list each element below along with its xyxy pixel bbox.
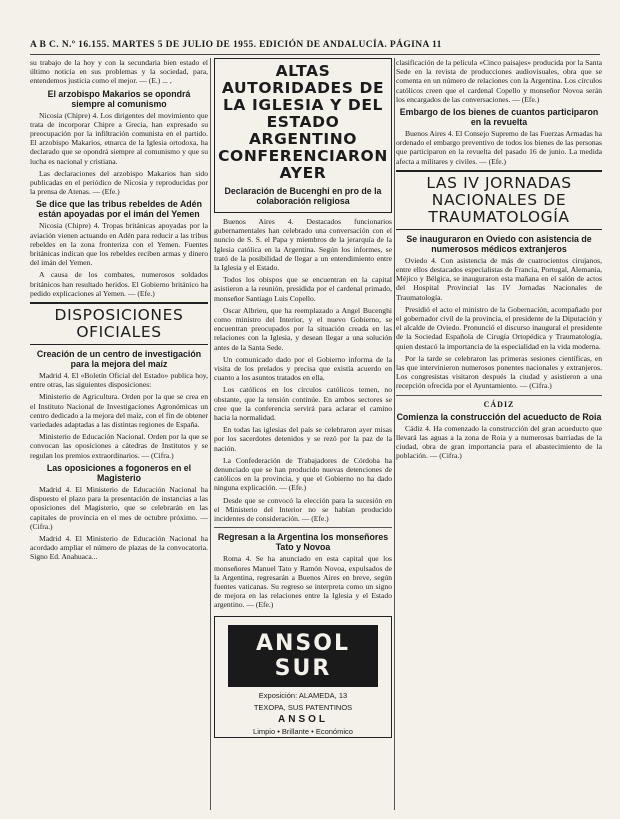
article-body: Desde que se convocó la elección para la sucesión en el Ministerio del Interior no se habían producido incidentes de consideración. — (Efe.) xyxy=(214,495,392,524)
article-body: A causa de los combates, numerosos soldados británicos han resultado heridos. El Gobierno británico ha pedido explicaciones al Yemen. — (Efe.) xyxy=(30,270,208,298)
column-rule xyxy=(394,58,395,810)
article-body: Oviedo 4. Con asistencia de más de cuatrocientos cirujanos, entre ellos destacados especialistas de Francia, Portugal, Alemania, Méjico y Bélgica, se inauguraron esta mañana en el salón de actos del Hospital Provincial las IV Jornadas Nacionales de Traumatología. xyxy=(396,255,602,302)
divider xyxy=(214,527,392,528)
section-title: DISPOSICIONES OFICIALES xyxy=(30,302,208,345)
headline: Comienza la construcción del acueducto de Roia xyxy=(396,411,602,422)
section-title: LAS IV JORNADAS NACIONALES DE TRAUMATOLOGÍA xyxy=(396,170,602,230)
article-body: Nicosia (Chipre) 4. Tropas británicas apoyadas por la aviación vienen actuando en Adén para reducir a las tribus rebeldes en la zona fronteriza con el Yemen. Fuentes británicas indican que los rebeldes reciben armas y dinero del imán del Yemen. xyxy=(30,221,208,268)
article-body: Nicosia (Chipre) 4. Los dirigentes del movimiento que trata de incorporar Chipre a Grecia, han expresado su preocupación por la infiltración comunista en el partido. El arzobispo Makarios, etnarca de la Iglesia ortodoxa, ha declarado que se opondrá siempre al comunismo y que su lucha es nacional y cristiana. xyxy=(30,110,208,166)
headline: Se dice que las tribus rebeldes de Adén están apoyadas por el imán del Yemen xyxy=(36,199,202,220)
article-body: Ministerio de Educación Nacional. Orden por la que se convocan las oposiciones a cátedras de Institutos y se regulan los premios extraordinarios. — (Cifra.) xyxy=(30,432,208,460)
article-body: clasificación de la película «Cinco paisajes» producida por la Santa Sede en la revista de producciones audiovisuales, obra que se comenta en un número de relaciones con la Argentina. Los círculos católicos creen que el cardenal Copello y monseñor Novoa serán los encargados de las conversaciones. — (Efe.) xyxy=(396,58,602,104)
article-body: Roma 4. Se ha anunciado en esta capital que los monseñores Manuel Tato y Ramón Novoa, expulsados de la Argentina, regresarán a Buenos Aires en breve, según fuentes vaticanas. Su regreso se interpreta como un signo de mejora en las relaciones entre la Iglesia y el Estado argentino. — (Efe.) xyxy=(214,554,392,610)
article-body: La Confederación de Trabajadores de Córdoba ha denunciado que se han producido nuevas detenciones de católicos en la provincia, y que el Gobierno no ha dado ninguna explicación. — (Efe.) xyxy=(214,455,392,493)
feature-box xyxy=(214,58,392,213)
ad-slogan: Limpio • Brillante • Económico xyxy=(253,726,353,736)
column-2 xyxy=(214,58,392,810)
header-text: A B C. N.º 16.155. MARTES 5 DE JULIO DE 1955. EDICIÓN DE ANDALUCÍA. PÁGINA 11 xyxy=(30,40,442,50)
ad-brand-logo: ANSOL SUR xyxy=(228,625,378,687)
ad-tagline: TEXOPA, SUS PATENTINOS xyxy=(253,702,353,712)
article-body: Por la tarde se celebraron las primeras sesiones científicas, en las que intervinieron numerosos ponentes nacionales y extranjeros. Los congresistas visitaron después la ciudad y asistieron a una recepción ofrecida por el Ayuntamiento. — (Cifra.) xyxy=(396,353,602,391)
feature-subtitle: Declaración de Bucenghi en pro de la colaboración religiosa xyxy=(224,186,382,206)
top-text: su trabajo de la hoy y con la secundaria bien estado el último noticia en sus problemas y la sociedad, para, entendemos justicia como el mejor. — (E.) ... , xyxy=(30,58,208,86)
divider xyxy=(396,395,602,396)
article-body: Ministerio de Agricultura. Orden por la que se crea en el Instituto Nacional de Investigaciones Agronómicas un centro dedicado a la mejora del maíz, con el fin de obtener variedades adaptadas a las distintas regiones de España. xyxy=(30,392,208,430)
ad-address: Exposición: ALAMEDA, 13 xyxy=(258,690,348,700)
article-body: Madrid 4. El Ministerio de Educación Nacional ha acordado ampliar el número de plazas de la convocatoria. Signo Ed. Anahuaca... xyxy=(30,533,208,562)
headline: Regresan a la Argentina los monseñores Tato y Novoa xyxy=(217,532,389,553)
dateline: CÁDIZ xyxy=(483,399,515,409)
article-body: Oscar Albrieu, que ha reemplazado a Angel Bucenghi como ministro del Interior, y el nuevo Gobierno, se encuentran preocupados por la situación creada en las relaciones con la Iglesia, y desean llegar a una solución antes de la Santa Sede. xyxy=(214,305,392,352)
column-3 xyxy=(396,58,602,810)
feature-title: ALTAS AUTORIDADES DE LA IGLESIA Y DEL ESTADO ARGENTINO CONFERENCIARON AYER xyxy=(218,62,388,182)
article-body: Presidió el acto el ministro de la Gobernación, acompañado por el gobernador civil de la provincia, el presidente de la Diputación y el alcalde de Oviedo. Pronunció el discurso inaugural el presidente de la Sociedad Española de Cirugía Ortopédica y Traumatología, quien destacó la importancia de la especialidad en la vida moderna. xyxy=(396,304,602,351)
article-body: En todas las iglesias del país se celebraron ayer misas por los sacerdotes detenidos y se rezó por la paz de la nación. xyxy=(214,425,392,453)
column-1 xyxy=(30,58,208,810)
article-body: Un comunicado dado por el Gobierno informa de la visita de los prelados y precisa que existía acuerdo en cuanto a los asuntos tratados en ella. xyxy=(214,354,392,383)
ad-product-name: ANSOL xyxy=(278,713,328,725)
article-body: Buenos Aires 4. Destacados funcionarios gubernamentales han celebrado una conversación con el nuncio de S. S. el Papa y miembros de la jerarquía de la Iglesia católica en la Argentina. Según los informes, se trató de la posibilidad de llegar a un entendimiento entre la Iglesia y el Estado. xyxy=(214,217,392,273)
headline: Las oposiciones a fogoneros en el Magisterio xyxy=(46,462,192,483)
article-body: Todos los obispos que se encuentran en la capital asistieron a la reunión, presidida por el cardenal primado, monseñor Santiago Luis Copello. xyxy=(214,275,392,303)
article-body: Buenos Aires 4. El Consejo Supremo de las Fuerzas Armadas ha ordenado el embargo preventivo de todos los bienes de las personas que participaron en la revuelta del pasado 16 de junio. La medida afecta a militares y civiles. — (Efe.) xyxy=(396,129,602,166)
headline: Se inauguraron en Oviedo con asistencia de numerosos médicos extranjeros xyxy=(406,233,592,254)
article-body: Las declaraciones del arzobispo Makarios han sido publicadas en el periódico de Nicosia y reproducidas por la prensa de Atenas. — (Efe.) xyxy=(30,168,208,197)
headline: El arzobispo Makarios se opondrá siempre al comunismo xyxy=(47,88,191,109)
headline: Embargo de los bienes de cuantos participaron en la revuelta xyxy=(399,107,599,128)
article-body: Madrid 4. El «Boletín Oficial del Estado» publica hoy, entre otras, las siguientes disposiciones: xyxy=(30,371,208,390)
page-header xyxy=(30,40,600,55)
article-body: Cádiz 4. Ha comenzado la construcción del gran acueducto que llevará las aguas a la zona de Roia y a numerosas barriadas de la ciudad, obra de gran importancia para el abastecimiento de la población. — (Cifra.) xyxy=(396,423,602,461)
headline: Creación de un centro de investigación para la mejora del maíz xyxy=(36,349,202,370)
article-body: Madrid 4. El Ministerio de Educación Nacional ha dispuesto el plazo para la presentación de instancias a las oposiciones del Magisterio, que se celebrarán en las capitales de provincia en el mes de octubre próximo. — (Cifra.) xyxy=(30,484,208,531)
advertisement xyxy=(214,616,392,738)
column-rule xyxy=(210,58,211,810)
article-body: Los católicos en los círculos católicos temen, no obstante, que la tensión continúe. En ambos sectores se cree que la conferencia servirá para aclarar el camino hacia la normalidad. xyxy=(214,385,392,423)
